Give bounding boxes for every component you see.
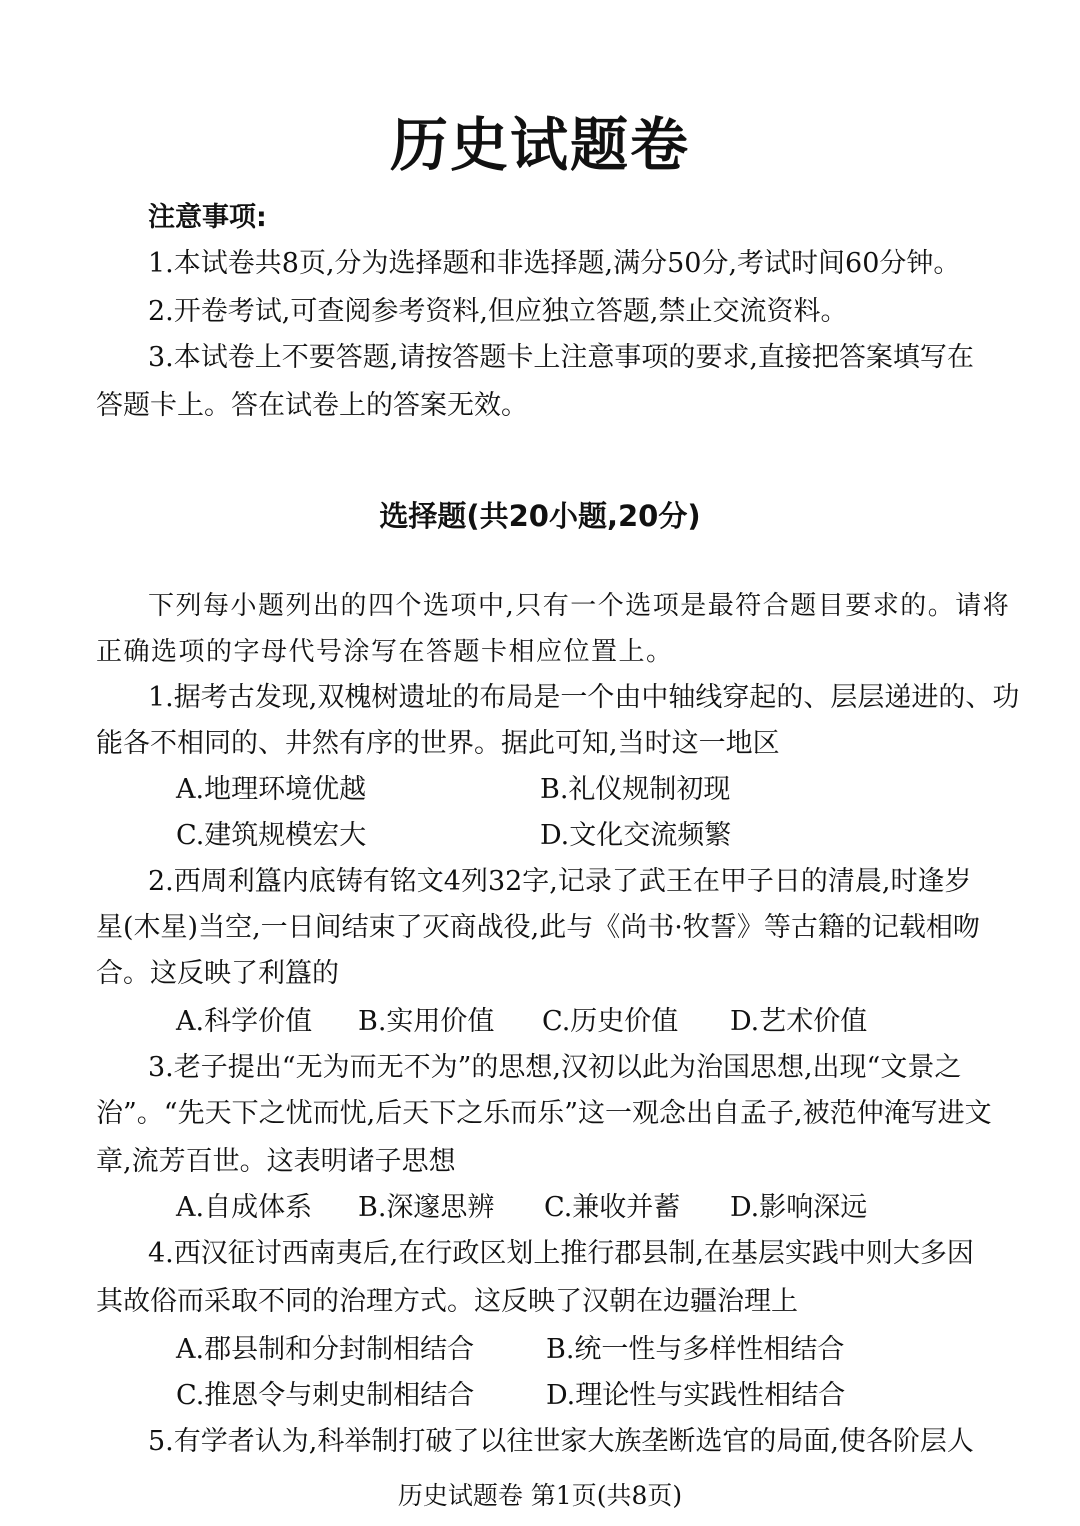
notice-item-1: 1.本试卷共8页,分为选择题和非选择题,满分50分,考试时间60分钟。 (148, 248, 961, 279)
question-2-stem-3: 合。这反映了利簋的 (96, 958, 339, 989)
question-1-stem-2: 能各不相同的、井然有序的世界。据此可知,当时这一地区 (96, 728, 780, 759)
section-heading: 选择题(共20小题,20分) (379, 499, 701, 533)
question-1-option-b: B.礼仪规制初现 (540, 774, 731, 805)
question-4-stem-1: 4.西汉征讨西南夷后,在行政区划上推行郡县制,在基层实践中则大多因 (148, 1238, 974, 1269)
page-title: 历史试题卷 (389, 111, 690, 179)
question-3-stem-2: 治”。“先天下之忧而忧,后天下之乐而乐”这一观念出自孟子,被范仲淹写进文 (96, 1098, 992, 1129)
question-3-option-b: B.深邃思辨 (358, 1192, 495, 1223)
question-3-option-d: D.影响深远 (730, 1192, 868, 1223)
notice-item-2: 2.开卷考试,可查阅参考资料,但应独立答题,禁止交流资料。 (148, 296, 848, 327)
instruction-line-2: 正确选项的字母代号涂写在答题卡相应位置上。 (96, 637, 674, 667)
question-4-stem-2: 其故俗而采取不同的治理方式。这反映了汉朝在边疆治理上 (96, 1286, 798, 1317)
question-5-stem-1: 5.有学者认为,科举制打破了以往世家大族垄断选官的局面,使各阶层人 (148, 1426, 974, 1457)
question-4-option-b: B.统一性与多样性相结合 (546, 1334, 845, 1365)
page-footer: 历史试题卷 第1页(共8页) (397, 1481, 683, 1510)
question-2-stem-1: 2.西周利簋内底铸有铭文4列32字,记录了武王在甲子日的清晨,时逢岁 (148, 866, 972, 897)
question-2-option-a: A.科学价值 (176, 1006, 313, 1037)
question-2-option-c: C.历史价值 (542, 1006, 679, 1037)
question-1-option-c: C.建筑规模宏大 (176, 820, 367, 851)
question-4-option-a: A.郡县制和分封制相结合 (176, 1334, 475, 1365)
question-3-stem-3: 章,流芳百世。这表明诸子思想 (96, 1146, 456, 1177)
notice-item-3-cont: 答题卡上。答在试卷上的答案无效。 (96, 390, 528, 421)
notice-item-3: 3.本试卷上不要答题,请按答题卡上注意事项的要求,直接把答案填写在 (148, 342, 974, 373)
question-2-stem-2: 星(木星)当空,一日间结束了灭商战役,此与《尚书·牧誓》等古籍的记载相吻 (96, 912, 980, 943)
question-1-option-d: D.文化交流频繁 (540, 820, 732, 851)
notice-heading: 注意事项: (148, 202, 267, 233)
question-2-option-d: D.艺术价值 (730, 1006, 868, 1037)
question-4-option-c: C.推恩令与刺史制相结合 (176, 1380, 475, 1411)
instruction-line-1: 下列每小题列出的四个选项中,只有一个选项是最符合题目要求的。请将 (148, 591, 1011, 621)
question-2-option-b: B.实用价值 (358, 1006, 495, 1037)
question-1-stem-1: 1.据考古发现,双槐树遗址的布局是一个由中轴线穿起的、层层递进的、功 (148, 682, 1020, 713)
question-4-option-d: D.理论性与实践性相结合 (546, 1380, 846, 1411)
question-3-option-c: C.兼收并蓄 (544, 1192, 681, 1223)
question-3-stem-1: 3.老子提出“无为而无不为”的思想,汉初以此为治国思想,出现“文景之 (148, 1052, 962, 1083)
question-3-option-a: A.自成体系 (176, 1192, 313, 1223)
question-1-option-a: A.地理环境优越 (176, 774, 367, 805)
